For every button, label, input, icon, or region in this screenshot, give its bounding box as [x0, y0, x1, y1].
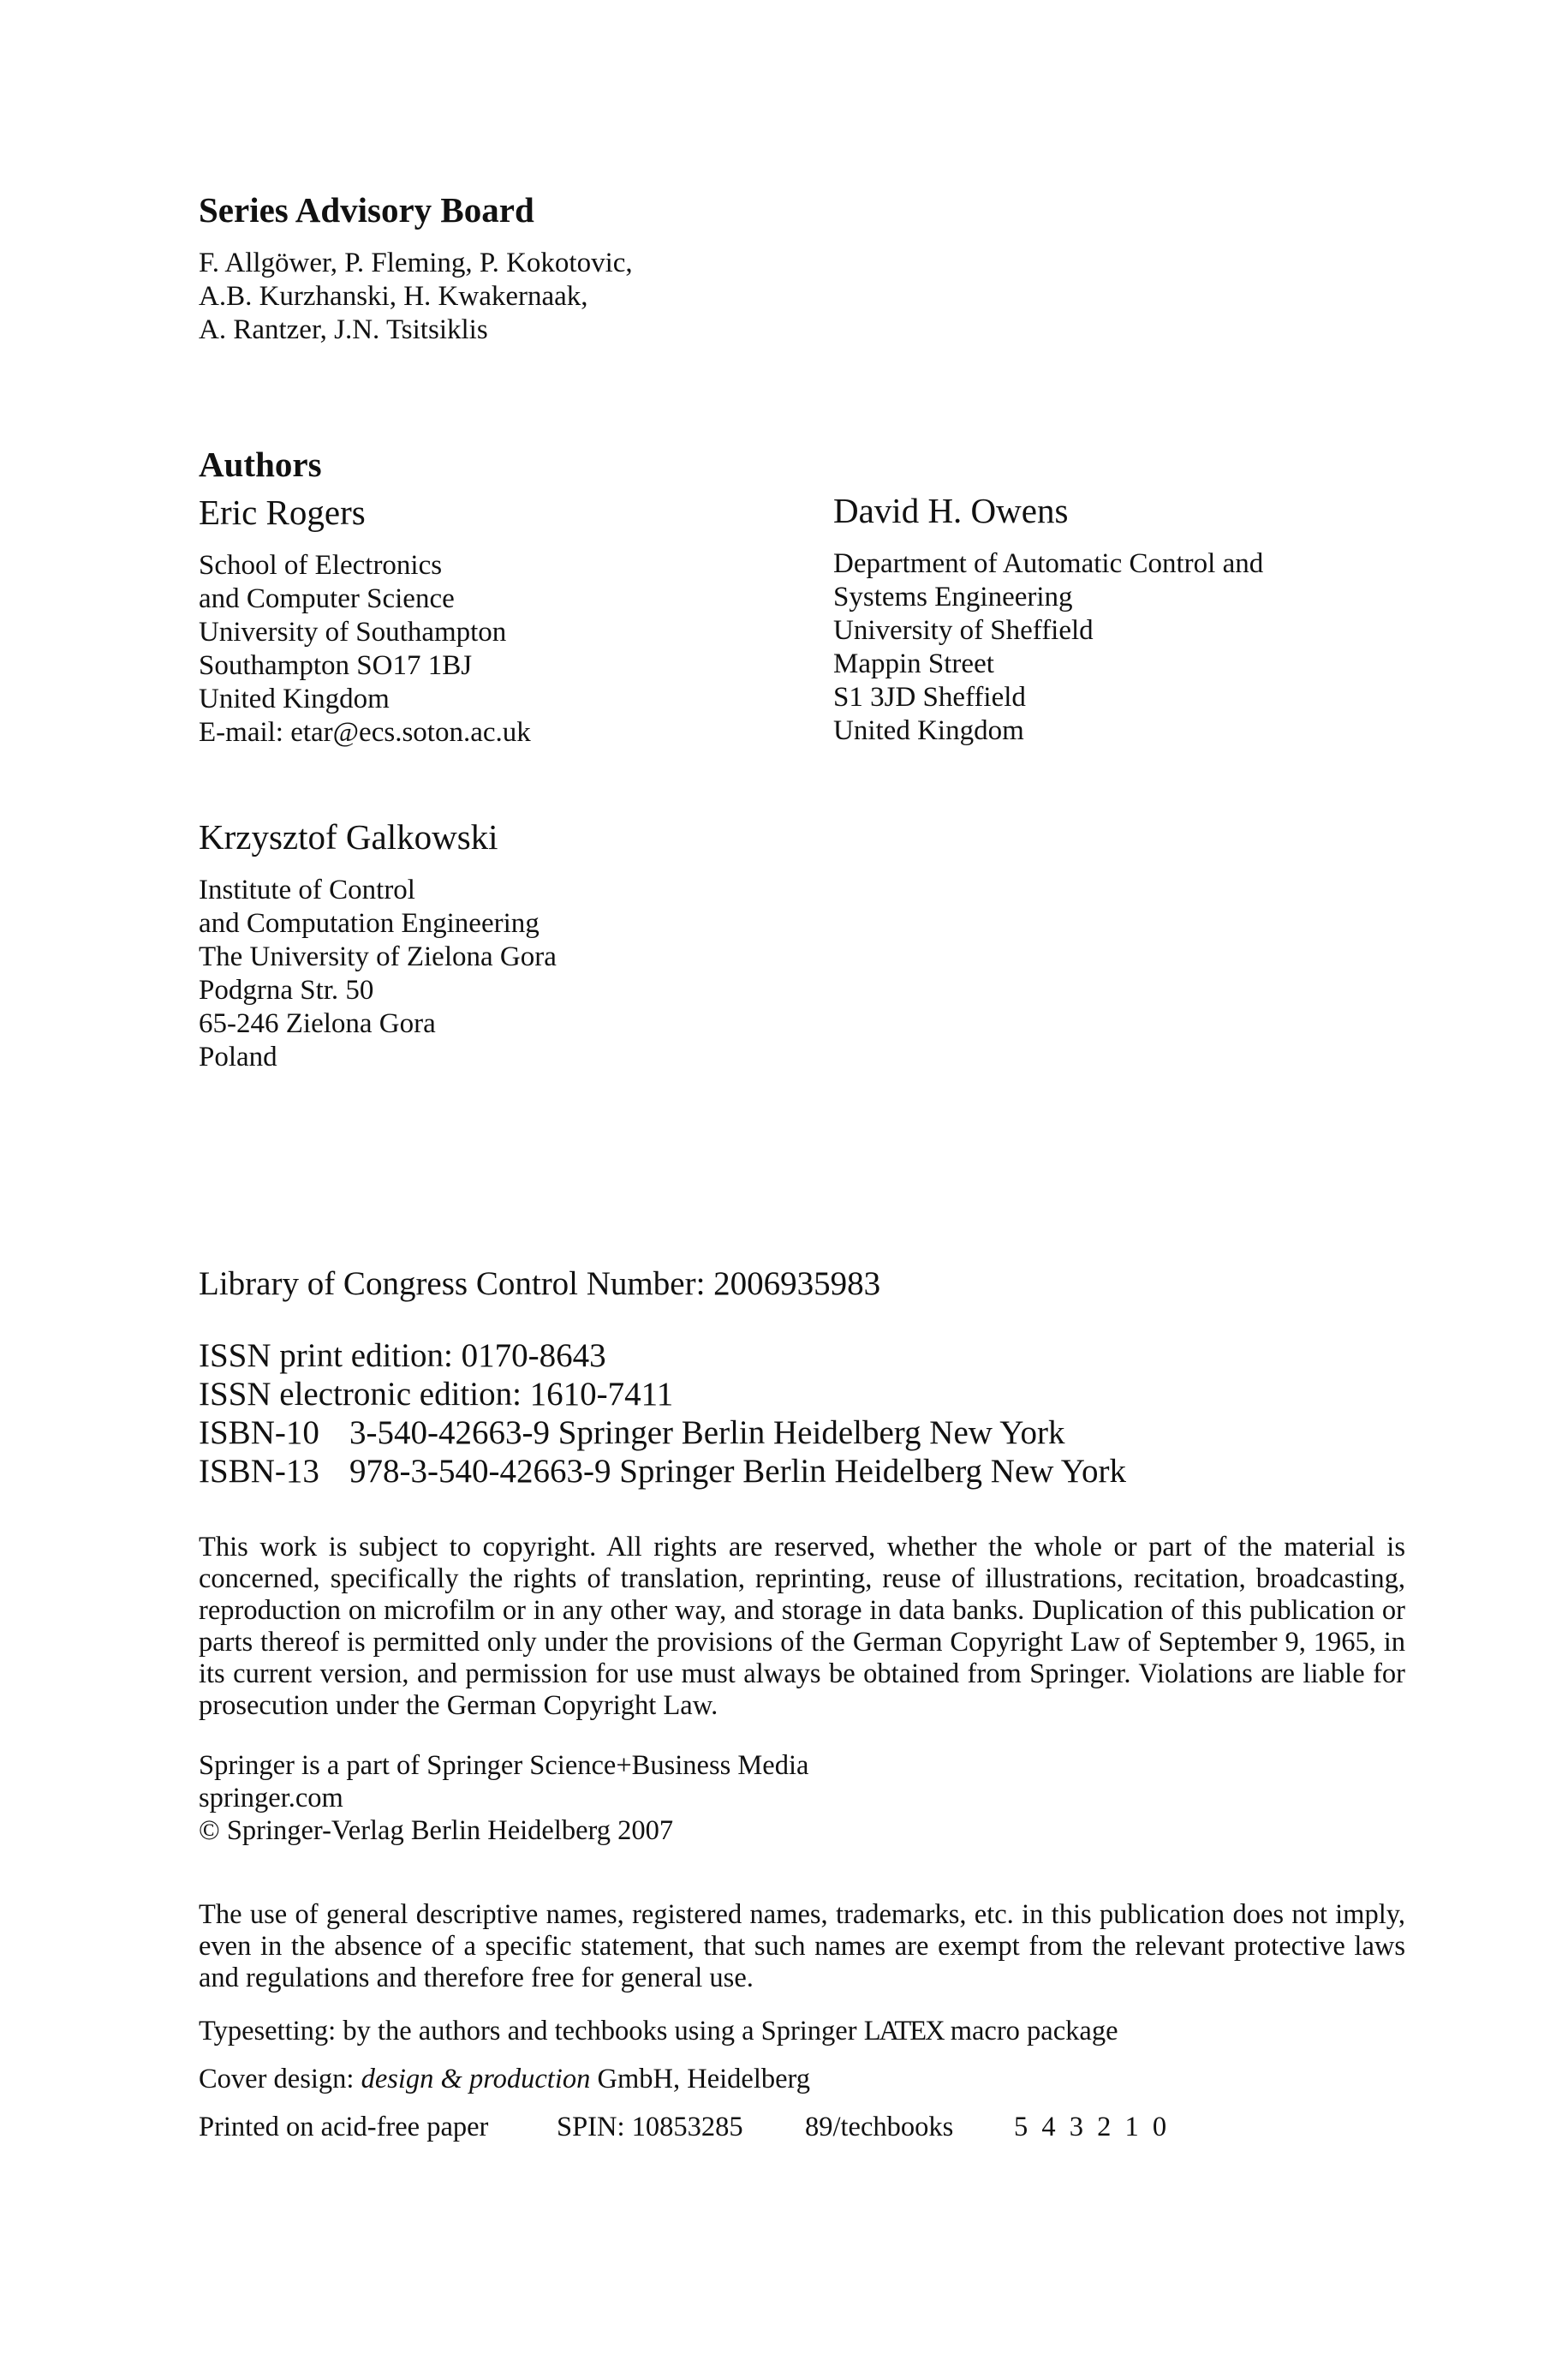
isbn-10 [199, 1413, 1126, 1452]
spin-number: SPIN: 10853285 [557, 2112, 743, 2142]
address-line: Poland [199, 1042, 277, 1072]
publisher-copyright: © Springer-Verlag Berlin Heidelberg 2007 [199, 1815, 674, 1846]
printed-paper: Printed on acid-free paper [199, 2112, 489, 2142]
library-of-congress-number: Library of Congress Control Number: 2006935983 [199, 1265, 881, 1302]
author-address [199, 874, 557, 1074]
address-line: and Computer Science [199, 583, 455, 614]
address-line: United Kingdom [833, 715, 1024, 746]
author-block-owens [833, 493, 1263, 748]
typesetting-line [199, 2016, 1118, 2047]
print-run-numbers: 5 4 3 2 1 0 [1014, 2112, 1171, 2142]
address-line: Institute of Control [199, 875, 415, 905]
isbn-13-value: 978-3-540-42663-9 Springer Berlin Heidelberg New York [349, 1453, 1126, 1490]
author-name: Eric Rogers [199, 493, 366, 532]
address-line: S1 3JD Sheffield [833, 682, 1026, 713]
advisory-board-line: F. Allgöwer, P. Fleming, P. Kokotovic, [199, 248, 633, 278]
series-advisory-board [199, 190, 633, 347]
author-block-rogers [199, 495, 531, 750]
address-line: Southampton SO17 1BJ [199, 650, 473, 681]
advisory-board-names [199, 247, 633, 347]
advisory-board-line: A. Rantzer, J.N. Tsitsiklis [199, 314, 488, 345]
typesetting-prefix: Typesetting: by the authors and techbooks using a Springer [199, 2016, 857, 2046]
advisory-board-heading: Series Advisory Board [199, 190, 534, 230]
address-line: Department of Automatic Control and [833, 548, 1264, 579]
author-address [199, 549, 531, 750]
author-name: David H. Owens [833, 491, 1069, 530]
issn-print: ISSN print edition: 0170-8643 [199, 1337, 606, 1374]
publisher-line: Springer is a part of Springer Science+Business Media [199, 1750, 809, 1781]
issn-isbn-block [199, 1336, 1126, 1491]
author-name: Krzysztof Galkowski [199, 817, 498, 857]
copyright-notice: This work is subject to copyright. All rights are reserved, whether the whole or part of the material is concerned, specifically the rights of translation, reprinting, reuse of illustrations, recitation, broadcasting, reproduction on microfilm or in any other way, and storage in data banks. Duplication of this publication or parts thereof is permitted only under the provisions of the German Copyright Law of September 9, 1965, in its current version, and permission for use must always be obtained from Springer. Violations are liable for prosecution under the German Copyright Law. [199, 1532, 1405, 1721]
isbn-10-label: ISBN-10 [199, 1414, 319, 1451]
isbn-10-value: 3-540-42663-9 Springer Berlin Heidelberg New York [349, 1414, 1065, 1451]
cover-designer: design & production [361, 2064, 591, 2094]
author-email: E-mail: etar@ecs.soton.ac.uk [199, 717, 531, 748]
trademark-notice: The use of general descriptive names, registered names, trademarks, etc. in this publication does not imply, even in the absence of a specific statement, that such names are exempt from the relevant protective laws and regulations and therefore free for general use. [199, 1899, 1405, 1993]
cover-prefix: Cover design: [199, 2064, 355, 2094]
typesetting-suffix: macro package [950, 2016, 1118, 2046]
cover-suffix: GmbH, Heidelberg [597, 2064, 811, 2094]
isbn-13 [199, 1452, 1126, 1491]
issn-electronic: ISSN electronic edition: 1610-7411 [199, 1376, 674, 1413]
address-line: The University of Zielona Gora [199, 941, 557, 972]
address-line: School of Electronics [199, 550, 443, 581]
address-line: University of Sheffield [833, 615, 1094, 646]
address-line: Podgrna Str. 50 [199, 975, 374, 1006]
author-block-galkowski [199, 817, 557, 1074]
authors-heading: Authors [199, 445, 322, 484]
publisher-website: springer.com [199, 1783, 343, 1813]
address-line: Systems Engineering [833, 582, 1073, 612]
address-line: 65-246 Zielona Gora [199, 1008, 436, 1039]
latex-logo: LATEX [863, 2016, 944, 2046]
address-line: University of Southampton [199, 617, 507, 648]
address-line: Mappin Street [833, 648, 994, 679]
address-line: United Kingdom [199, 684, 390, 714]
advisory-board-line: A.B. Kurzhanski, H. Kwakernaak, [199, 281, 588, 312]
author-address [833, 547, 1263, 748]
printer-code: 89/techbooks [805, 2112, 954, 2142]
address-line: and Computation Engineering [199, 908, 540, 939]
cover-design-line [199, 2064, 810, 2095]
isbn-13-label: ISBN-13 [199, 1453, 319, 1490]
publisher-info [199, 1749, 808, 1847]
